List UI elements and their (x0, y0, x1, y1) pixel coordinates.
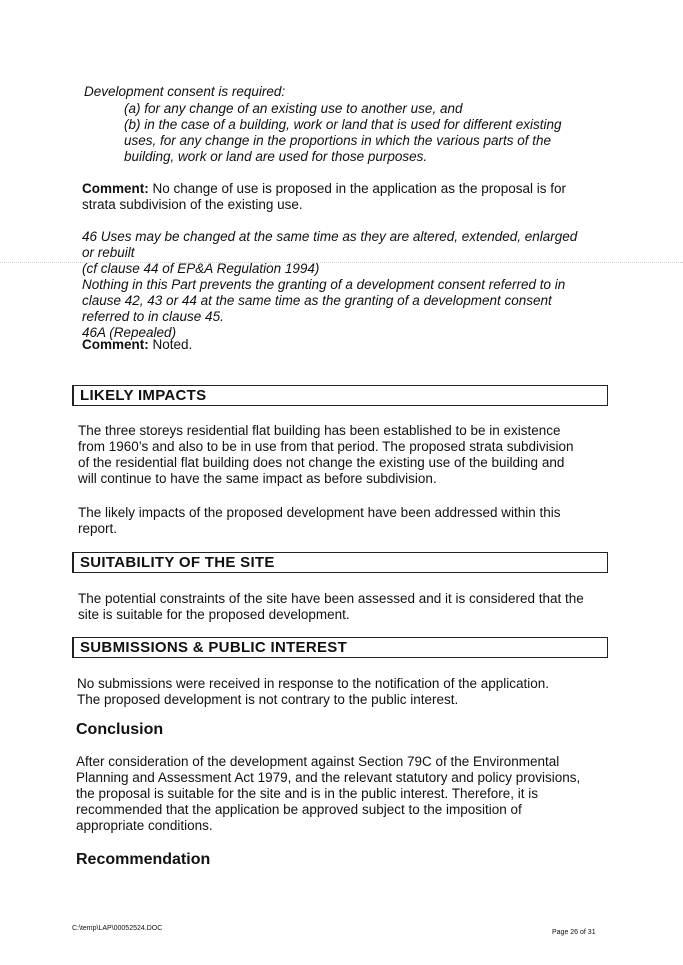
suitability-paragraph: The potential constraints of the site have been assessed and it is considered that the site is suitable for the proposed development. (78, 591, 584, 622)
footer-file-path: C:\temp\LAP\00052524.DOC (72, 925, 163, 932)
section-heading-likely-impacts: LIKELY IMPACTS (72, 385, 608, 406)
footer-page-number: Page 26 of 31 (552, 929, 596, 936)
clause-intro: Development consent is required: (84, 84, 286, 99)
clause-item-a: (a) for any change of an existing use to another use, and (124, 101, 463, 116)
clause-item-b: (b) in the case of a building, work or land that is used for different existing uses, for any change in the proportions in which the various parts of the building, work or land are used for those purposes. (124, 117, 562, 164)
section-heading-submissions: SUBMISSIONS & PUBLIC INTEREST (72, 637, 608, 658)
conclusion-heading: Conclusion (76, 721, 164, 738)
section-heading-suitability: SUITABILITY OF THE SITE (72, 552, 608, 573)
comment-label: Comment: (82, 337, 149, 352)
likely-impacts-paragraph-1: The three storeys residential flat building has been established to be in existence from 1960’s and also to be in use from that period. The proposed strata subdivision of the residential flat building does not change the existing use of the building and will continue to have the same impact as before subdivision. (78, 423, 574, 486)
likely-impacts-paragraph-2: The likely impacts of the proposed development have been addressed within this report. (78, 505, 561, 536)
comment-noted: Comment: Noted. (82, 337, 193, 352)
recommendation-heading: Recommendation (76, 851, 211, 868)
conclusion-paragraph: After consideration of the development against Section 79C of the Environmental Planning and Assessment Act 1979, and the relevant statutory and policy provisions, the proposal is suitable for the site and is in the public interest. Therefore, it is recommended that the application be approved subject to the imposition of appropriate conditions. (76, 754, 581, 833)
comment-label: Comment: (82, 181, 149, 196)
clause-46-text: 46 Uses may be changed at the same time as they are altered, extended, enlarged or rebuilt (cf clause 44 of EP&A Regulation 1994) Nothing in this Part prevents the granting of a development consent referred to in clause 42, 43 or 44 at the same time as the granting of a development consent referred to in clause 45. 46A (Repealed) (82, 229, 578, 340)
comment-change-of-use: Comment: No change of use is proposed in the application as the proposal is for strata subdivision of the existing use. (82, 181, 567, 212)
submissions-paragraph: No submissions were received in response to the notification of the application. The proposed development is not contrary to the public interest. (77, 676, 550, 707)
